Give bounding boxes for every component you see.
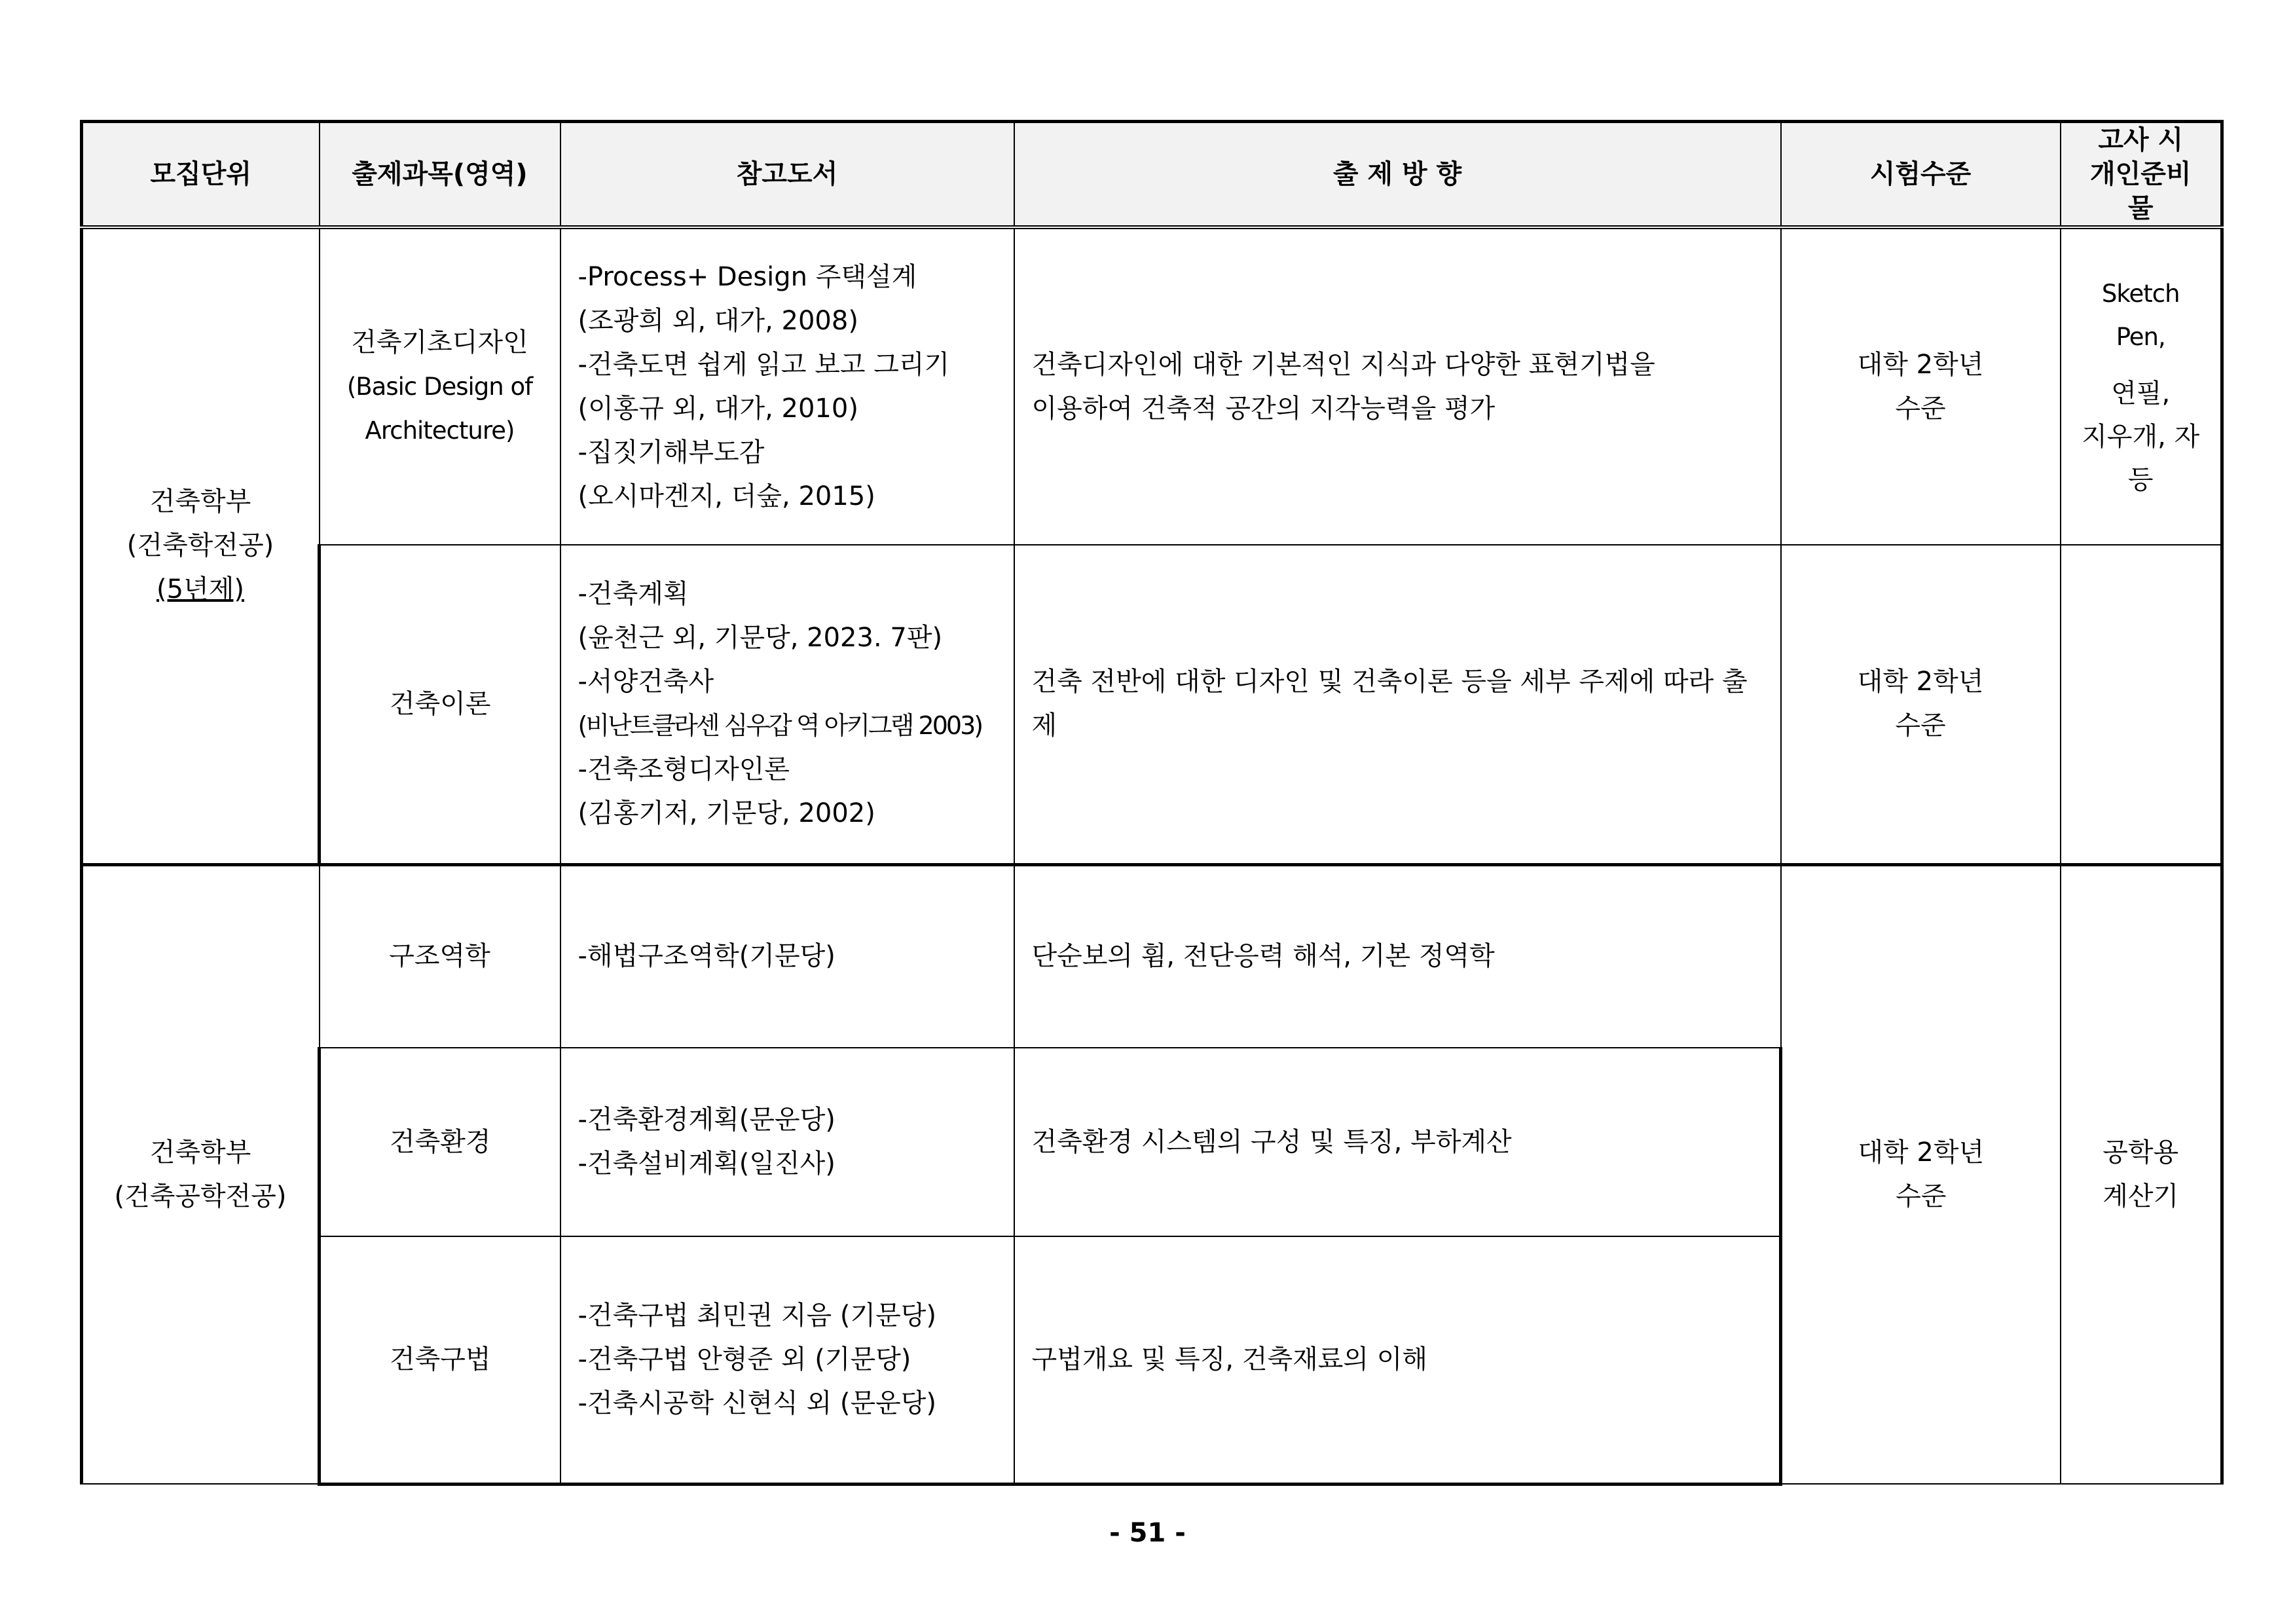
subject-cell: 구조역학 [320,864,560,1048]
reference-line: -건축도면 쉽게 읽고 보고 그리기 [578,349,950,380]
unit-cell-engineering [82,864,320,1484]
direction-cell: 건축환경 시스템의 구성 및 특징, 부하계산 [1014,1048,1781,1236]
reference-line: (윤천근 외, 기문당, 2023. 7판) [578,623,943,654]
reference-cell [560,545,1014,864]
reference-line: -건축환경계획(문운당) [578,1105,835,1135]
reference-line: -집짓기해부도감 [578,437,765,468]
level-line: 수준 [1896,1181,1947,1211]
header-unit: 모집단위 [82,122,320,228]
header-items [2061,122,2222,228]
reference-cell [560,227,1014,545]
reference-cell [560,1236,1014,1484]
header-row [82,122,2222,228]
direction-cell: 단순보의 휨, 전단응력 해석, 기본 정역학 [1014,864,1781,1048]
direction-line: 이용하여 건축적 공간의 지각능력을 평가 [1031,393,1496,424]
level-line: 대학 2학년 [1857,349,1984,380]
direction-cell: 건축 전반에 대한 디자인 및 건축이론 등을 세부 주제에 따라 출제 [1014,545,1781,864]
reference-line: (이홍규 외, 대가, 2010) [578,393,858,424]
direction-cell [1014,227,1781,545]
level-line: 대학 2학년 [1858,1137,1985,1168]
table-row [82,227,2222,545]
level-line: 대학 2학년 [1857,667,1984,697]
reference-line: (비난트클라센 심우갑 역 아키그램 2003) [578,711,982,741]
unit-line: 건축학부 [149,487,251,517]
items-line: 계산기 [2102,1181,2179,1211]
unit-line: (5년제) [156,574,244,605]
reference-line: -건축설비계획(일진사) [578,1149,835,1179]
page-number: - 51 - [1109,1518,1186,1548]
level-cell [1781,864,2061,1484]
subject-cell: 건축환경 [320,1048,560,1236]
subject-cell: 건축구법 [320,1236,560,1484]
header-level: 시험수준 [1781,122,2061,228]
reference-line: -건축구법 안형준 외 (기문당) [578,1344,911,1375]
reference-line: -서양건축사 [578,667,714,697]
reference-line: -건축계획 [578,579,689,610]
header-reference: 참고도서 [560,122,1014,228]
exam-subject-table [80,120,2224,1486]
items-cell [2061,227,2222,545]
items-line: 등 [2127,464,2154,495]
unit-line: (건축공학전공) [114,1181,287,1211]
subject-cell: 건축이론 [320,545,560,864]
subject-line: (Basic Design of [346,373,533,401]
items-line: Sketch [2101,279,2180,308]
unit-line: 건축학부 [149,1137,251,1168]
subject-line: 건축기초디자인 [351,327,528,358]
reference-line: (김홍기저, 기문당, 2002) [578,798,875,829]
header-subject: 출제과목(영역) [320,122,560,228]
reference-line: (조광희 외, 대가, 2008) [578,305,858,336]
header-items-line1: 고사 시 [2098,125,2184,155]
items-line: 지우개, 자 [2082,421,2200,452]
items-line: 연필, [2111,378,2171,409]
reference-line: -건축조형디자인론 [578,754,790,785]
direction-line: 건축디자인에 대한 기본적인 지식과 다양한 표현기법을 [1031,349,1655,380]
items-cell-empty [2061,545,2222,864]
items-cell [2061,864,2222,1484]
reference-line: -건축구법 최민권 지음 (기문당) [578,1300,936,1331]
reference-cell: -해법구조역학(기문당) [560,864,1014,1048]
level-cell [1781,227,2061,545]
unit-cell-architecture [82,227,320,864]
header-items-line2: 개인준비물 [2089,159,2192,223]
level-line: 수준 [1895,710,1946,741]
items-spacer [2078,359,2204,372]
table-row [82,864,2222,1048]
reference-cell [560,1048,1014,1236]
direction-cell: 구법개요 및 특징, 건축재료의 이해 [1014,1236,1781,1484]
reference-line: -Process+ Design 주택설계 [578,261,917,292]
level-cell [1781,545,2061,864]
reference-line: -건축시공학 신현식 외 (문운당) [578,1388,936,1418]
level-line: 수준 [1895,393,1946,424]
subject-line: Architecture) [365,416,515,445]
subject-cell [320,227,560,545]
items-line: Pen, [2116,322,2165,351]
reference-line: (오시마겐지, 더숲, 2015) [578,481,875,511]
table-row [82,545,2222,864]
unit-line: (건축학전공) [126,530,274,561]
items-line: 공학용 [2102,1137,2179,1168]
header-direction: 출 제 방 향 [1014,122,1781,228]
